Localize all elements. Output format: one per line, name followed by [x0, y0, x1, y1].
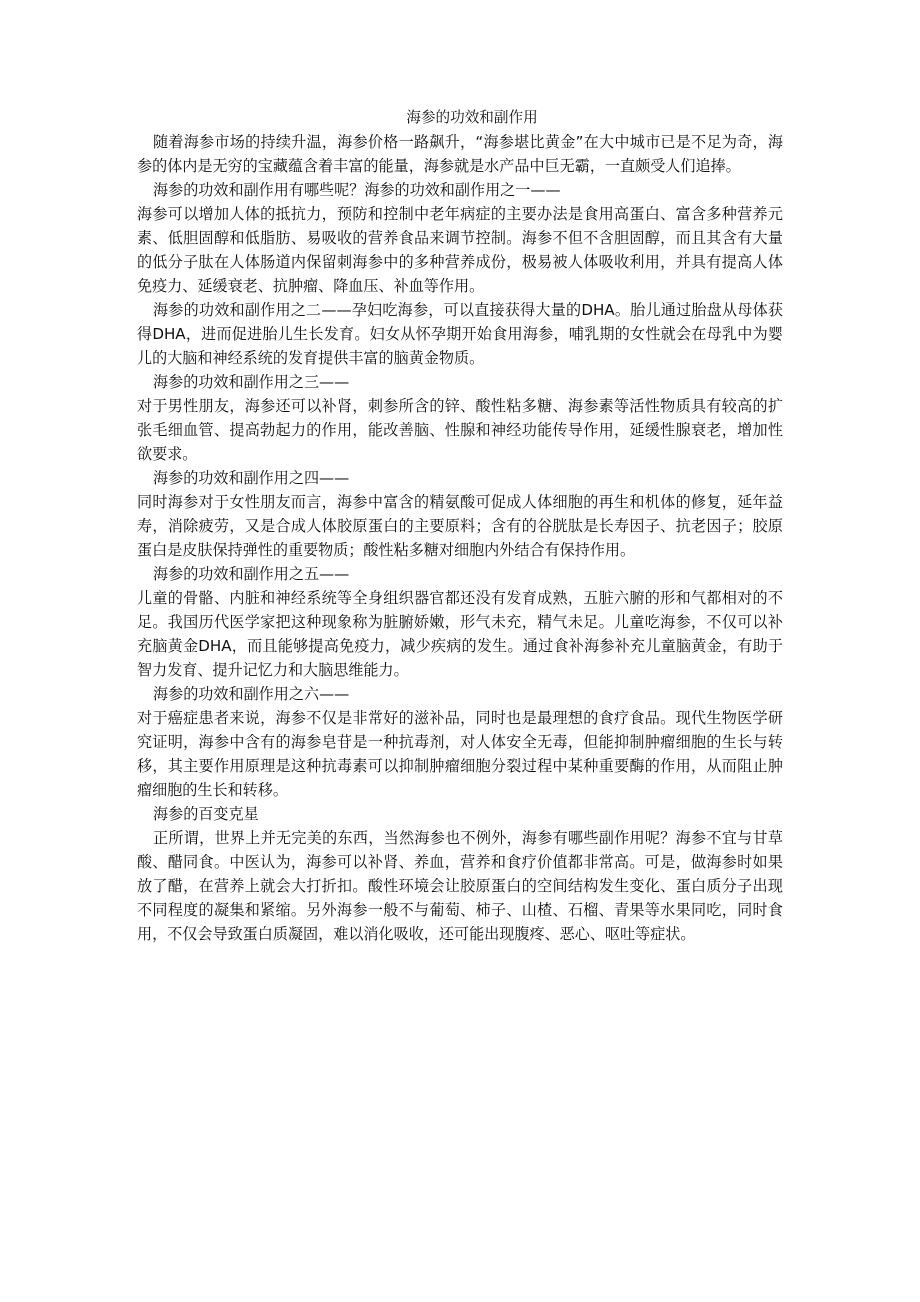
paragraph-pregnancy-dha: 海参的功效和副作用之二——孕妇吃海参，可以直接获得大量的DHA。胎儿通过胎盘从母体获得DHA，进而促进胎儿生长发育。妇女从怀孕期开始食用海参，哺乳期的女性就会在母乳中为婴儿的大脑和神经系统的发育提供丰富的脑黄金物质。 — [137, 301, 783, 367]
paragraph-women: 同时海参对于女性朋友而言，海参中富含的精氨酸可促成人体细胞的再生和机体的修复，延年益寿，消除疲劳，又是合成人体胶原蛋白的主要原料；含有的谷胱肽是长寿因子、抗老因子；胶原蛋白是皮肤保持弹性的重要物质；酸性粘多糖对细胞内外结合有保持作用。 — [137, 493, 783, 559]
section-heading-1: 海参的功效和副作用有哪些呢？海参的功效和副作用之一—— — [153, 181, 561, 199]
paragraph-men: 对于男性朋友，海参还可以补肾，刺参所含的锌、酸性粘多糖、海参素等活性物质具有较高的扩张毛细血管、提高勃起力的作用，能改善脑、性腺和神经功能传导作用，延缓性腺衰老，增加性欲要求。 — [137, 397, 783, 463]
paragraph-side-effects: 正所谓，世界上并无完美的东西，当然海参也不例外，海参有哪些副作用呢？海参不宜与甘草酸、醋同食。中医认为，海参可以补肾、养血，营养和食疗价值都非常高。可是，做海参时如果放了醋，在营养上就会大打折扣。酸性环境会让胶原蛋白的空间结构发生变化、蛋白质分子出现不同程度的凝集和紧缩。另外海参一般不与葡萄、柿子、山楂、石榴、青果等水果同吃，同时食用，不仅会导致蛋白质凝固，难以消化吸收，还可能出现腹疼、恶心、呕吐等症状。 — [137, 829, 783, 943]
section-heading-5: 海参的功效和副作用之五—— — [153, 565, 350, 583]
paragraph-children: 儿童的骨骼、内脏和神经系统等全身组织器官都还没有发育成熟，五脏六腑的形和气都相对的不足。我国历代医学家把这种现象称为脏腑娇嫩，形气未充，精气未足。儿童吃海参，不仅可以补充脑黄金DHA，而且能够提高免疫力，减少疾病的发生。通过食补海参补充儿童脑黄金，有助于智力发育、提升记忆力和大脑思维能力。 — [137, 589, 783, 679]
document-page — [137, 106, 783, 946]
paragraph-immunity: 海参可以增加人体的抵抗力，预防和控制中老年病症的主要办法是食用高蛋白、富含多种营养元素、低胆固醇和低脂肪、易吸收的营养食品来调节控制。海参不但不含胆固醇，而且其含有大量的低分子肽在人体肠道内保留刺海参中的多种营养成份，极易被人体吸收利用，并具有提高人体免疫力、延缓衰老、抗肿瘤、降血压、补血等作用。 — [137, 205, 783, 295]
document-title: 海参的功效和副作用 — [406, 109, 538, 126]
section-heading-nemesis: 海参的百变克星 — [153, 805, 259, 823]
section-heading-4: 海参的功效和副作用之四—— — [153, 469, 350, 487]
section-heading-3: 海参的功效和副作用之三—— — [153, 373, 350, 391]
paragraph-intro: 随着海参市场的持续升温，海参价格一路飙升，“海参堪比黄金”在大中城市已是不足为奇，海参的体内是无穷的宝藏蕴含着丰富的能量，海参就是水产品中巨无霸，一直颇受人们追捧。 — [137, 133, 783, 175]
paragraph-cancer: 对于癌症患者来说，海参不仅是非常好的滋补品，同时也是最理想的食疗食品。现代生物医学研究证明，海参中含有的海参皂苷是一种抗毒剂，对人体安全无毒，但能抑制肿瘤细胞的生长与转移，其主要作用原理是这种抗毒素可以抑制肿瘤细胞分裂过程中某种重要酶的作用，从而阻止肿瘤细胞的生长和转移。 — [137, 709, 783, 799]
section-heading-6: 海参的功效和副作用之六—— — [153, 685, 350, 703]
